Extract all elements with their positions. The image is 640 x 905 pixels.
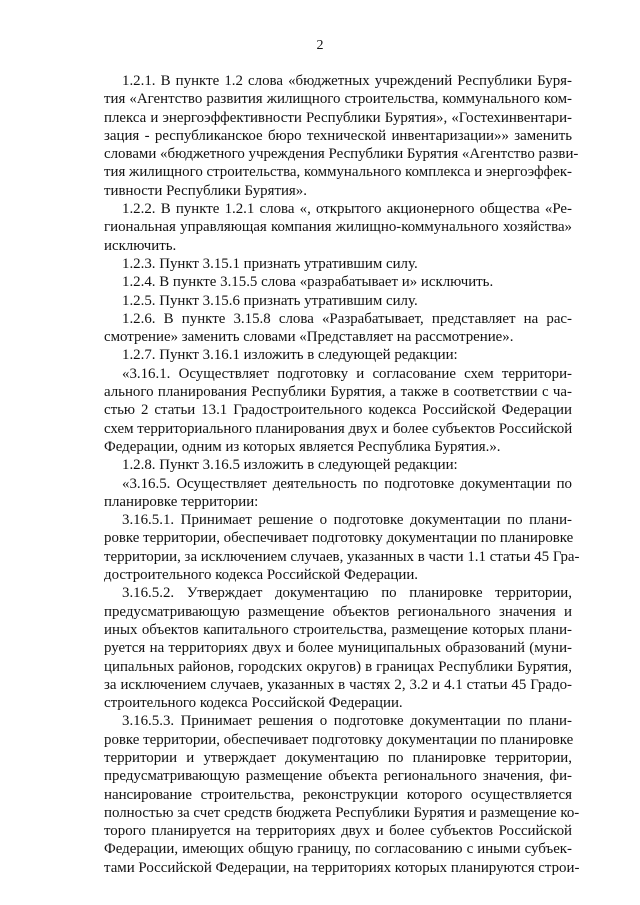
text-line: исключить.	[104, 237, 177, 254]
text-line: ровке территории, обеспечивает подготовку документации по планировке	[104, 731, 574, 748]
text-line: схем территориального планирования двух и более субъектов Российской	[104, 420, 573, 437]
paragraph	[104, 712, 580, 877]
text-line: нансирование строительства, реконструкции которого осуществляется	[104, 786, 572, 803]
text-line: 3.16.5.3. Принимает решения о подготовке документации по плани-	[122, 713, 572, 730]
text-line: 1.2.5. Пункт 3.15.6 признать утратившим силу.	[122, 292, 418, 309]
text-line: иных объектов капитального строительства, размещение которых плани-	[104, 621, 572, 638]
text-line: плекса и энергоэффективности Республики Бурятия», «Гостехинвентари-	[104, 109, 572, 126]
text-line: словами «бюджетного учреждения Республики Бурятия «Агентство разви-	[104, 146, 579, 163]
text-line: 1.2.3. Пункт 3.15.1 признать утратившим силу.	[122, 255, 418, 272]
text-line: за исключением случаев, указанных в частях 2, 3.2 и 4.1 статьи 45 Градо-	[104, 676, 572, 693]
paragraph	[104, 511, 580, 584]
text-line: 1.2.1. В пункте 1.2 слова «бюджетных учреждений Республики Буря-	[122, 73, 572, 89]
text-line: 1.2.8. Пункт 3.16.5 изложить в следующей редакции:	[122, 457, 458, 474]
text-line: 1.2.7. Пункт 3.16.1 изложить в следующей редакции:	[122, 347, 458, 364]
text-line: тами Российской Федерации, на территориях которых планируются строи-	[104, 859, 580, 876]
text-line: Федерации, одним из которых является Республика Бурятия.».	[104, 438, 501, 455]
text-line: ровке территории, обеспечивает подготовку документации по планировке	[104, 530, 574, 547]
text-line: тия «Агентство развития жилищного строительства, коммунального ком-	[104, 91, 572, 108]
text-line: «3.16.1. Осуществляет подготовку и согласование схем территори-	[122, 365, 572, 382]
text-line: полностью за счет средств бюджета Республики Бурятия и размещение ко-	[104, 804, 580, 821]
document-body	[104, 72, 580, 877]
text-line: стью 2 статьи 13.1 Градостроительного кодекса Российской Федерации	[104, 402, 572, 419]
text-line: тия жилищного строительства, коммунального комплекса и энергоэффек-	[104, 164, 573, 181]
text-line: предусматривающую размещение объекта регионального значения, фи-	[104, 768, 572, 785]
text-line: тивности Республики Бурятия».	[104, 182, 307, 199]
paragraph	[104, 456, 572, 474]
text-line: 1.2.6. В пункте 3.15.8 слова «Разрабатывает, представляет на рас-	[122, 310, 572, 327]
text-line: планировке территории:	[104, 493, 259, 510]
paragraph	[104, 273, 572, 291]
text-line: смотрение» заменить словами «Представляет на рассмотрение».	[104, 329, 514, 346]
page-number: 2	[316, 38, 324, 53]
text-line: ципальных районов, городских округов) в границах Республики Бурятия,	[104, 658, 572, 675]
paragraph	[104, 72, 579, 200]
text-line: ального планирования Республики Бурятия, а также в соответствии с ча-	[104, 384, 572, 401]
text-line: гиональная управляющая компания жилищно-коммунального хозяйства»	[104, 219, 572, 236]
text-line: строительного кодекса Российской Федерации.	[104, 695, 403, 712]
paragraph	[104, 475, 572, 512]
paragraph	[104, 584, 572, 712]
text-line: территории и утверждает документацию по планировке территории,	[104, 749, 572, 766]
text-line: достроительного кодекса Российской Федерации.	[104, 567, 419, 584]
text-line: 1.2.4. В пункте 3.15.5 слова «разрабатывает и» исключить.	[122, 274, 494, 291]
text-line: предусматривающую размещение объектов регионального значения и	[104, 603, 572, 620]
text-line: торого планируется на территориях двух и более субъектов Российской	[104, 823, 572, 840]
paragraph	[104, 365, 572, 456]
text-line: Федерации, имеющих общую границу, по согласованию с иными субъек-	[104, 841, 572, 858]
paragraph	[104, 292, 572, 310]
text-line: зация - республиканское бюро технической инвентаризации»» заменить	[104, 127, 572, 144]
text-line: «3.16.5. Осуществляет деятельность по подготовке документации по	[122, 475, 572, 492]
text-line: территории, за исключением случаев, указанных в части 1.1 статьи 45 Гра-	[104, 548, 580, 565]
text-line: 1.2.2. В пункте 1.2.1 слова «, открытого акционерного общества «Ре-	[122, 201, 572, 218]
paragraph	[104, 346, 572, 364]
text-line: 3.16.5.1. Принимает решение о подготовке документации по плани-	[122, 512, 572, 529]
paragraph	[104, 200, 572, 255]
text-line: 3.16.5.2. Утверждает документацию по планировке территории,	[122, 585, 572, 602]
text-line: руется на территориях двух и более муниципальных образований (муни-	[104, 640, 572, 657]
paragraph	[104, 310, 572, 347]
paragraph	[104, 255, 572, 273]
